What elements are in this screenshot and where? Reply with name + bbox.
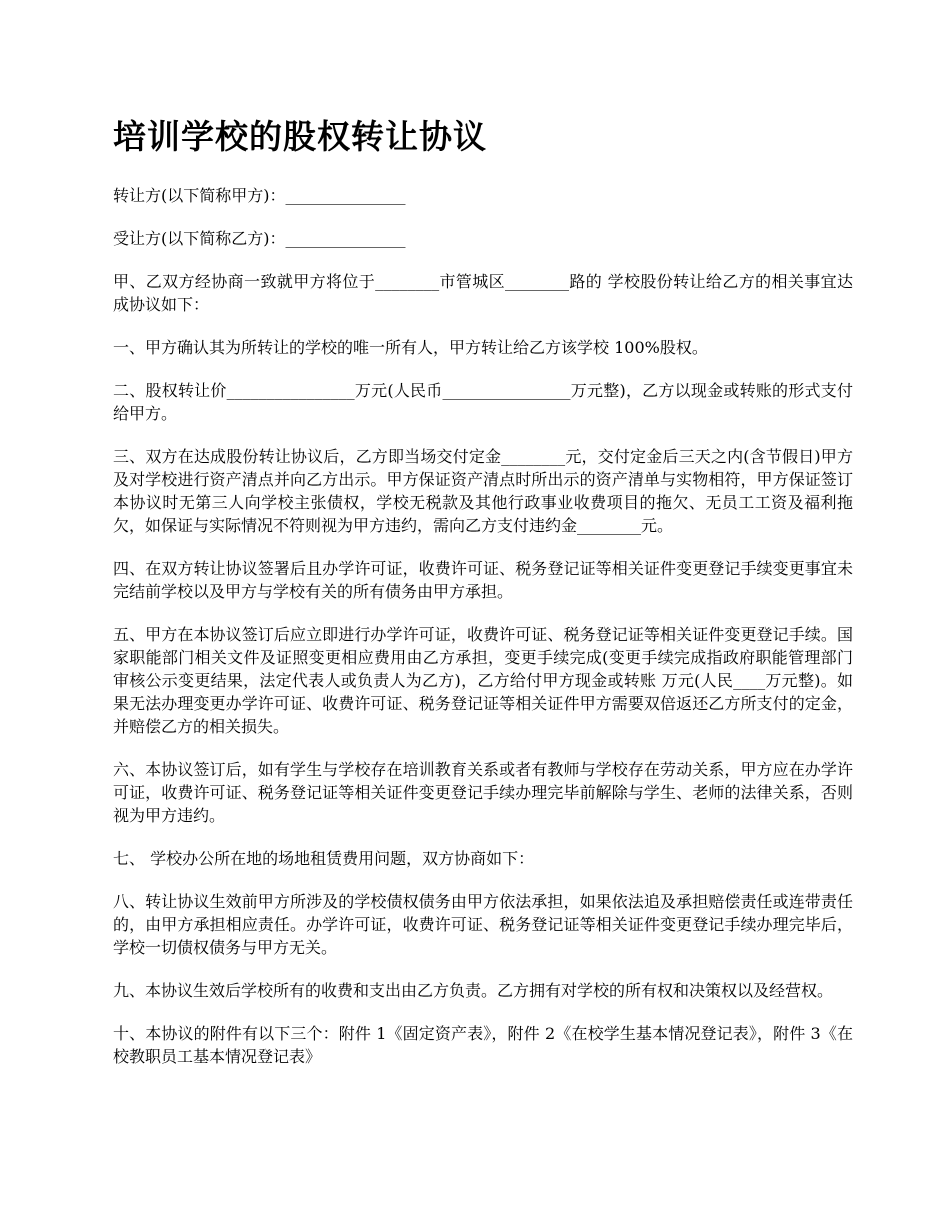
preamble-paragraph: 甲、乙双方经协商一致就甲方将位于________市管城区________路的 学校股份转让给乙方的相关事宜达成协议如下： (113, 272, 853, 314)
transferor-line: 转让方(以下简称甲方)：_______________ (113, 186, 406, 205)
clause-9: 九、本协议生效后学校所有的收费和支出由乙方负责。乙方拥有对学校的所有权和决策权以及经营权。 (113, 981, 834, 1000)
document-page (113, 112, 853, 1088)
clause-8: 八、转让协议生效前甲方所涉及的学校债权债务由甲方依法承担，如果依法追及承担赔偿责任或连带责任的，由甲方承担相应责任。办学许可证，收费许可证、税务登记证等相关证件变更登记手续办理完毕后，学校一切债权债务与甲方无关。 (113, 892, 853, 957)
clause-7: 七、 学校办公所在地的场地租赁费用问题，双方协商如下： (113, 849, 535, 868)
clause-3: 三、双方在达成股份转让协议后，乙方即当场交付定金________元，交付定金后三天之内(含节假日)甲方及对学校进行资产清点并向乙方出示。甲方保证资产清点时所出示的资产清单与实物相符，甲方保证签订本协议时无第三人向学校主张债权，学校无税款及其他行政事业收费项目的拖欠、无员工工资及福利拖欠，如保证与实际情况不符则视为甲方违约，需向乙方支付违约金________元。 (113, 447, 853, 535)
clause-4: 四、在双方转让协议签署后且办学许可证，收费许可证、税务登记证等相关证件变更登记手续变更事宜未完结前学校以及甲方与学校有关的所有债务由甲方承担。 (113, 559, 853, 601)
transferee-line: 受让方(以下简称乙方)：_______________ (113, 229, 406, 248)
clause-5: 五、甲方在本协议签订后应立即进行办学许可证，收费许可证、税务登记证等相关证件变更登记手续。国家职能部门相关文件及证照变更相应费用由乙方承担，变更手续完成(变更手续完成指政府职能管理部门审核公示变更结果，法定代表人或负责人为乙方)，乙方给付甲方现金或转账 万元(人民____万元整)。如果无法办理变更办学许可证、收费许可证、税务登记证等相关证件甲方需要双倍返还乙方所支付的定金，并赔偿乙方的相关损失。 (113, 625, 853, 736)
document-title: 培训学校的股权转让协议 (113, 117, 487, 156)
clause-10: 十、本协议的附件有以下三个：附件 1《固定资产表》，附件 2《在校学生基本情况登记表》，附件 3《在校教职员工基本情况登记表》 (113, 1024, 853, 1066)
clause-6: 六、本协议签订后，如有学生与学校存在培训教育关系或者有教师与学校存在劳动关系，甲方应在办学许可证，收费许可证、税务登记证等相关证件变更登记手续办理完毕前解除与学生、老师的法律关系，否则视为甲方违约。 (113, 760, 853, 825)
clause-2: 二、股权转让价________________万元(人民币________________万元整)，乙方以现金或转账的形式支付给甲方。 (113, 381, 853, 423)
clause-1: 一、甲方确认其为所转让的学校的唯一所有人，甲方转让给乙方该学校 100%股权。 (113, 338, 708, 357)
